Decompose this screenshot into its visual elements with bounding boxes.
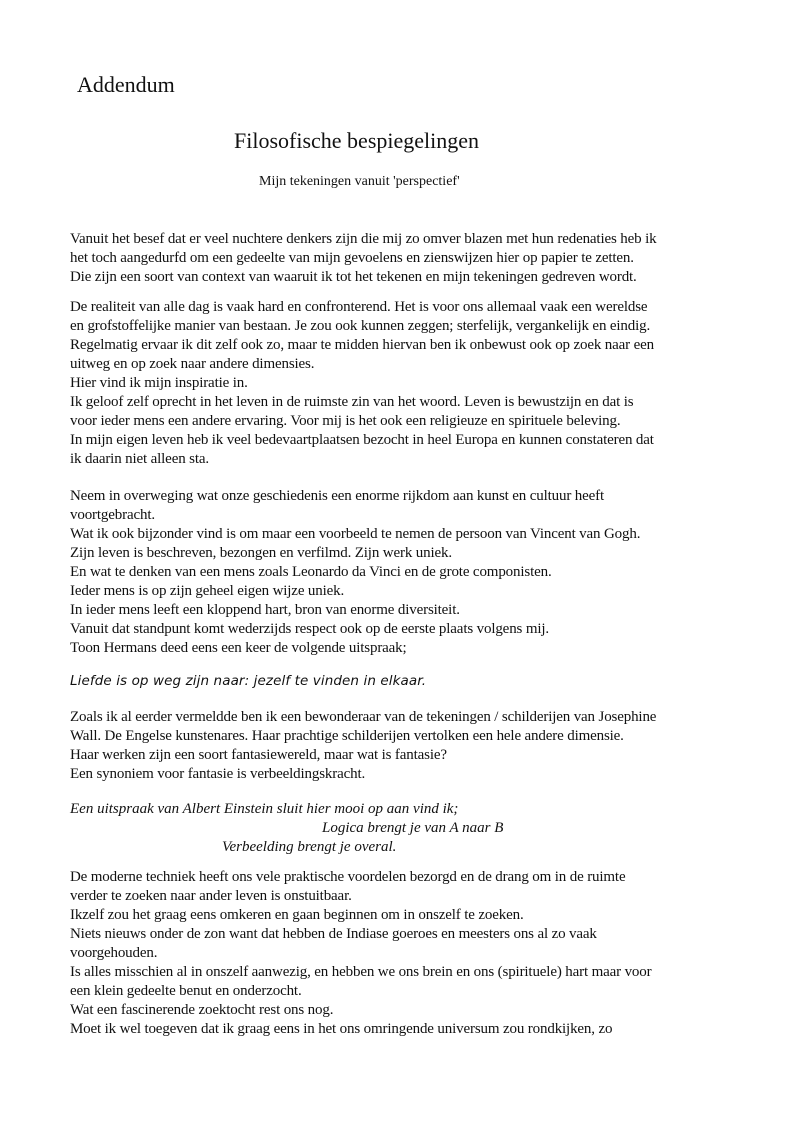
text-line: uitweg en op zoek naar andere dimensies. — [70, 356, 315, 372]
einstein-quote-line-2: Verbeelding brengt je overal. — [222, 839, 397, 855]
text-line: Ik geloof zelf oprecht in het leven in de ruimste zin van het woord. Leven is bewustzijn en dat is — [70, 394, 634, 410]
paragraph-1 — [70, 230, 656, 287]
text-line: een klein gedeelte benut en onderzocht. — [70, 983, 302, 999]
text-line: Die zijn een soort van context van waaruit ik tot het tekenen en mijn tekeningen gedreven wordt. — [70, 269, 637, 285]
text-line: Wat ik ook bijzonder vind is om maar een voorbeeld te nemen de persoon van Vincent van Gogh. — [70, 526, 641, 542]
text-line: Neem in overweging wat onze geschiedenis een enorme rijkdom aan kunst en cultuur heeft — [70, 488, 604, 504]
paragraph-3 — [70, 487, 640, 658]
text-line: Zoals ik al eerder vermeldde ben ik een bewonderaar van de tekeningen / schilderijen van Josephine — [70, 709, 657, 725]
text-line: Hier vind ik mijn inspiratie in. — [70, 375, 248, 391]
text-line: In mijn eigen leven heb ik veel bedevaartplaatsen bezocht in heel Europa en kunnen constateren dat — [70, 432, 654, 448]
text-line: En wat te denken van een mens zoals Leonardo da Vinci en de grote componisten. — [70, 564, 552, 580]
einstein-intro: Een uitspraak van Albert Einstein sluit hier mooi op aan vind ik; — [70, 801, 459, 817]
text-line: Ikzelf zou het graag eens omkeren en gaan beginnen om in onszelf te zoeken. — [70, 907, 524, 923]
text-line: Moet ik wel toegeven dat ik graag eens in het ons omringende universum zou rondkijken, zo — [70, 1021, 613, 1037]
text-line: Vanuit dat standpunt komt wederzijds respect ook op de eerste plaats volgens mij. — [70, 621, 549, 637]
text-line: Haar werken zijn een soort fantasiewereld, maar wat is fantasie? — [70, 747, 447, 763]
text-line: Is alles misschien al in onszelf aanwezig, en hebben we ons brein en ons (spirituele) hart maar voor — [70, 964, 652, 980]
text-line: Niets nieuws onder de zon want dat hebben de Indiase goeroes en meesters ons al zo vaak — [70, 926, 597, 942]
einstein-quote-line-1: Logica brengt je van A naar B — [322, 820, 504, 836]
text-line: Wall. De Engelse kunstenares. Haar prachtige schilderijen vertolken een hele andere dimensie. — [70, 728, 624, 744]
paragraph-2 — [70, 298, 654, 469]
text-line: In ieder mens leeft een kloppend hart, bron van enorme diversiteit. — [70, 602, 460, 618]
subtitle: Mijn tekeningen vanuit 'perspectief' — [259, 174, 460, 189]
text-line: De moderne techniek heeft ons vele praktische voordelen bezorgd en de drang om in de ruimte — [70, 869, 626, 885]
section-heading: Filosofische bespiegelingen — [234, 128, 480, 153]
text-line: Toon Hermans deed eens een keer de volgende uitspraak; — [70, 640, 407, 656]
text-line: voorgehouden. — [70, 945, 158, 961]
paragraph-4 — [70, 708, 656, 784]
text-line: verder te zoeken naar ander leven is onstuitbaar. — [70, 888, 352, 904]
text-line: ik daarin niet alleen sta. — [70, 451, 209, 467]
paragraph-5 — [70, 868, 651, 1039]
text-line: Een synoniem voor fantasie is verbeeldingskracht. — [70, 766, 366, 782]
text-line: voortgebracht. — [70, 507, 155, 523]
toon-hermans-quote: Liefde is op weg zijn naar: jezelf te vinden in elkaar. — [70, 673, 427, 689]
text-line: Zijn leven is beschreven, bezongen en verfilmd. Zijn werk uniek. — [70, 545, 452, 561]
text-line: het toch aangedurfd om een gedeelte van mijn gevoelens en zienswijzen hier op papier te zetten. — [70, 250, 634, 266]
text-line: Regelmatig ervaar ik dit zelf ook zo, maar te midden hiervan ben ik onbewust ook op zoek naar een — [70, 337, 654, 353]
document-title: Addendum — [77, 72, 175, 97]
text-line: Wat een fascinerende zoektocht rest ons nog. — [70, 1002, 334, 1018]
text-line: De realiteit van alle dag is vaak hard en confronterend. Het is voor ons allemaal vaak een wereldse — [70, 299, 648, 315]
text-line: Ieder mens is op zijn geheel eigen wijze uniek. — [70, 583, 345, 599]
text-line: Vanuit het besef dat er veel nuchtere denkers zijn die mij zo omver blazen met hun redenaties heb ik — [70, 231, 657, 247]
text-line: voor ieder mens een andere ervaring. Voor mij is het ook een religieuze en spirituele beleving. — [70, 413, 621, 429]
text-line: en grofstoffelijke manier van bestaan. Je zou ook kunnen zeggen; sterfelijk, vergankelijk en eindig. — [70, 318, 651, 334]
